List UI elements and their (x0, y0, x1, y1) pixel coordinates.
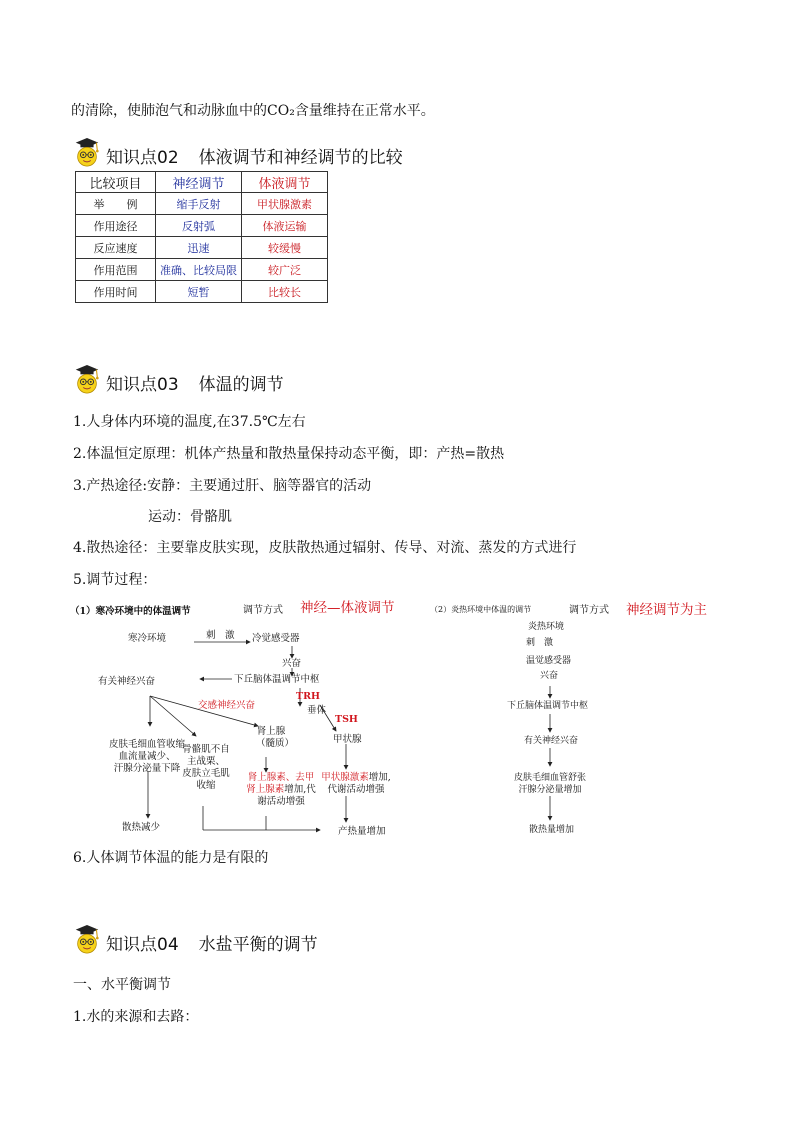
cold-heat-production: 产热量增加 (338, 826, 386, 837)
section-title: 体液调节和神经调节的比较 (198, 148, 403, 168)
table-cell: 反应速度 (76, 237, 156, 259)
cold-env: 寒冷环境 (128, 633, 167, 644)
cold-trh: TRH (296, 691, 320, 702)
section-number: 知识点04 (106, 935, 179, 955)
skin-line-2: 血流量减少、 (118, 751, 176, 762)
cold-pituitary: 垂体 (307, 705, 327, 716)
graduate-mascot-icon (72, 922, 102, 956)
section-title: 水盐平衡的调节 (198, 935, 318, 955)
table-row (76, 193, 328, 215)
table-cell: 准确、比较局限 (156, 259, 242, 281)
cold-thyroid: 甲状腺 (333, 734, 362, 745)
muscle-line-2: 主战栗、 (186, 756, 225, 767)
skin-line-3: 汗腺分泌量下降 (113, 763, 181, 774)
hot-stimulus: 刺 激 (526, 638, 554, 648)
table-cell: 作用时间 (76, 281, 156, 303)
hot-regulation-diagram (425, 596, 725, 846)
hot-receptor: 温觉感受器 (526, 656, 572, 666)
cold-caption: （1）寒冷环境中的体温调节 (70, 606, 191, 617)
hot-mode-value: 神经调节为主 (626, 602, 707, 618)
table-cell: 举 例 (76, 193, 156, 215)
thy-line-2: 代谢活动增强 (327, 784, 385, 795)
section-title: 体温的调节 (198, 375, 284, 395)
graduate-mascot-icon (72, 362, 102, 396)
hot-skin-line-2: 汗腺分泌量增加 (518, 785, 582, 795)
cold-heat-loss: 散热减少 (122, 822, 161, 833)
comparison-table (75, 171, 328, 303)
epi-line-3: 谢活动增强 (257, 796, 305, 807)
table-header-row (76, 172, 328, 193)
table-cell: 作用途径 (76, 215, 156, 237)
hot-skin-line-1: 皮肤毛细血管舒张 (513, 773, 586, 783)
table-header-cell: 体液调节 (242, 172, 328, 193)
water-item-1: 1.水的来源和去路： (73, 1009, 199, 1025)
point-2: 2.体温恒定原理：机体产热量和散热量保持动态平衡，即：产热=散热 (73, 446, 505, 462)
section-number: 知识点03 (106, 375, 179, 395)
hot-skin-response (505, 772, 595, 796)
cold-nerve: 有关神经兴奋 (98, 676, 156, 687)
section-heading-03 (72, 360, 284, 396)
point-3-sub: 运动：骨骼肌 (148, 509, 232, 525)
point-5: 5.调节过程： (73, 572, 157, 588)
intro-line: 的清除，使肺泡气和动脉血中的CO₂含量维持在正常水平。 (71, 103, 435, 119)
adrenal-line-2: （髓质） (256, 738, 295, 749)
cold-excite: 兴奋 (282, 658, 302, 669)
cold-sympathetic: 交感神经兴奋 (198, 700, 256, 711)
cold-center: 下丘脑体温调节中枢 (234, 674, 320, 685)
thy-hormone: 甲状腺激素 (321, 772, 369, 783)
cold-stimulus: 刺 激 (206, 630, 235, 641)
table-cell: 作用范围 (76, 259, 156, 281)
cold-tsh: TSH (335, 714, 358, 725)
epi-code: 代 (306, 784, 316, 795)
water-heading: 一、水平衡调节 (73, 977, 171, 993)
table-cell: 较广泛 (242, 259, 328, 281)
cold-regulation-diagram (60, 596, 440, 846)
adrenal-line-1: 肾上腺 (256, 726, 286, 737)
section-number: 知识点02 (106, 148, 179, 168)
table-header-cell: 神经调节 (156, 172, 242, 193)
graduate-mascot-icon (72, 135, 102, 169)
muscle-line-4: 收缩 (196, 780, 216, 791)
table-cell: 反射弧 (156, 215, 242, 237)
table-cell: 比较长 (242, 281, 328, 303)
hot-center: 下丘脑体温调节中枢 (507, 701, 589, 711)
table-row (76, 281, 328, 303)
hot-excite: 兴奋 (540, 671, 559, 681)
section-heading-02 (72, 133, 403, 169)
hot-env: 炎热环境 (528, 622, 565, 632)
point-6: 6.人体调节体温的能力是有限的 (73, 850, 269, 866)
table-row (76, 215, 328, 237)
point-4: 4.散热途径：主要靠皮肤实现，皮肤散热通过辐射、传导、对流、蒸发的方式进行 (73, 540, 577, 556)
skin-line-1: 皮肤毛细血管收缩 (108, 739, 185, 750)
table-cell: 短暂 (156, 281, 242, 303)
cold-mode-value: 神经—体液调节 (300, 600, 395, 616)
point-1: 1.人身体内环境的温度,在37.5℃左右 (73, 414, 306, 430)
hot-heat-loss: 散热量增加 (529, 825, 575, 835)
cold-adrenal (256, 726, 295, 750)
epi-hormone: 肾上腺素 (246, 784, 285, 795)
table-header-cell: 比较项目 (76, 172, 156, 193)
table-cell: 迅速 (156, 237, 242, 259)
point-3: 3.产热途径:安静：主要通过肝、脑等器官的活动 (73, 478, 372, 494)
cold-epinephrine (236, 772, 326, 808)
table-row (76, 237, 328, 259)
table-cell: 缩手反射 (156, 193, 242, 215)
cold-mode-label: 调节方式 (243, 605, 283, 616)
cold-receptor: 冷觉感受器 (252, 633, 300, 644)
table-cell: 较缓慢 (242, 237, 328, 259)
table-cell: 体液运输 (242, 215, 328, 237)
muscle-line-1: 骨骼肌不自 (182, 744, 230, 755)
hot-mode-label: 调节方式 (569, 605, 609, 616)
section-heading-04 (72, 920, 318, 956)
hot-caption: （2）炎热环境中体温的调节 (430, 605, 532, 614)
table-row (76, 259, 328, 281)
thy-increase: 增加, (368, 772, 391, 783)
cold-muscle-response (176, 744, 236, 792)
muscle-line-3: 皮肤立毛肌 (182, 768, 230, 779)
hot-nerve: 有关神经兴奋 (524, 736, 579, 746)
cold-thyroxine (316, 772, 396, 796)
hot-diagram-arrows (425, 596, 725, 846)
cold-diagram-arrows (60, 596, 440, 846)
epi-line-1: 肾上腺素、去甲 (247, 772, 315, 783)
epi-increase: 增加, (284, 784, 307, 795)
table-cell: 甲状腺激素 (242, 193, 328, 215)
